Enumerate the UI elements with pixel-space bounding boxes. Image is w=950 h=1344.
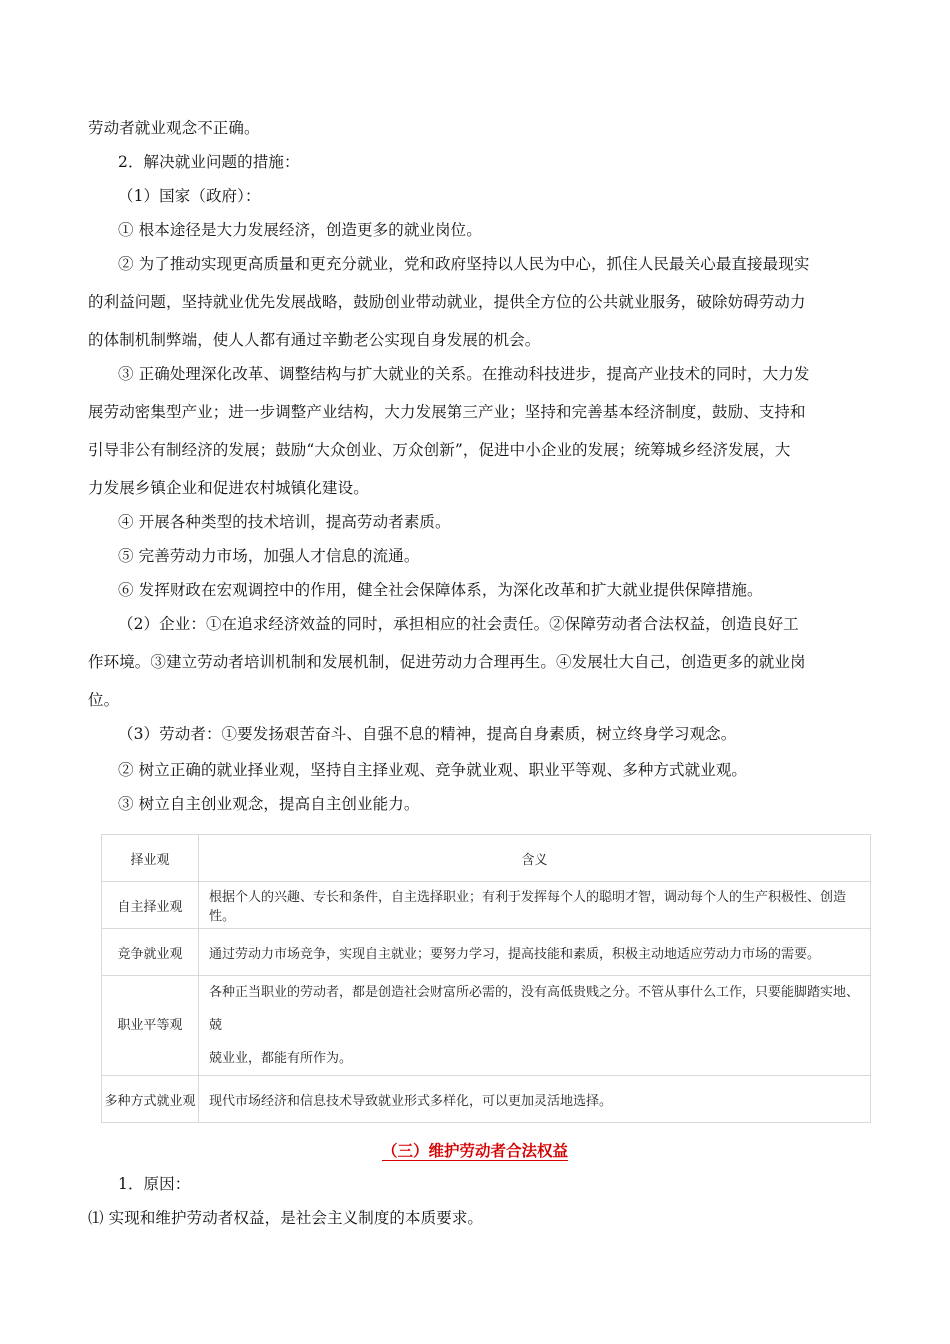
table-header-cell: 含义 — [199, 835, 871, 882]
paragraph-line: 展劳动密集型产业；进一步调整产业结构，大力发展第三产业；坚持和完善基本经济制度，鼓励、支持和 — [88, 403, 806, 421]
paragraph-line: 的利益问题，坚持就业优先发展战略，鼓励创业带动就业，提供全方位的公共就业服务，破除妨碍劳动力 — [88, 293, 806, 311]
paragraph-line: ⑤ 完善劳动力市场，加强人才信息的流通。 — [118, 547, 420, 565]
section-title — [0, 1139, 950, 1161]
paragraph-line: ③ 正确处理深化改革、调整结构与扩大就业的关系。在推动科技进步，提高产业技术的同时，大力发 — [118, 365, 810, 383]
table-cell-view: 职业平等观 — [102, 976, 199, 1076]
paragraph-line: ⑴ 实现和维护劳动者权益，是社会主义制度的本质要求。 — [88, 1209, 484, 1227]
table-cell-meaning-line: 各种正当职业的劳动者，都是创造社会财富所必需的，没有高低贵贱之分。不管从事什么工作，只要能脚踏实地、兢 — [209, 985, 860, 1033]
paragraph-line: ⑥ 发挥财政在宏观调控中的作用，健全社会保障体系，为深化改革和扩大就业提供保障措施。 — [118, 581, 763, 599]
table-cell-meaning — [199, 976, 871, 1076]
paragraph-line: 引导非公有制经济的发展；鼓励“大众创业、万众创新”，促进中小企业的发展；统筹城乡经济发展，大 — [88, 441, 791, 459]
table-row — [102, 882, 871, 929]
table-header-row — [102, 835, 871, 882]
paragraph-line: ② 树立正确的就业择业观，坚持自主择业观、竞争就业观、职业平等观、多种方式就业观。 — [118, 761, 748, 779]
paragraph-line: ③ 树立自主创业观念，提高自主创业能力。 — [118, 795, 420, 813]
table-cell-view: 竞争就业观 — [102, 929, 199, 976]
paragraph-line: 的体制机制弊端，使人人都有通过辛勤老公实现自身发展的机会。 — [88, 331, 541, 349]
paragraph-line: （2）企业：①在追求经济效益的同时，承担相应的社会责任。②保障劳动者合法权益，创造良好工 — [118, 615, 799, 633]
table-cell-meaning-line: 兢业业，都能有所作为。 — [209, 1051, 353, 1066]
table-cell-meaning: 根据个人的兴趣、专长和条件，自主选择职业；有利于发挥每个人的聪明才智，调动每个人的生产积极性、创造性。 — [199, 882, 871, 929]
table-cell-meaning: 通过劳动力市场竞争，实现自主就业；要努力学习，提高技能和素质，积极主动地适应劳动力市场的需要。 — [199, 929, 871, 976]
paragraph-line: 劳动者就业观念不正确。 — [88, 119, 260, 137]
paragraph-line: 力发展乡镇企业和促进农村城镇化建设。 — [88, 479, 369, 497]
section-title-text: （三）维护劳动者合法权益 — [381, 1141, 568, 1160]
paragraph-line: ① 根本途径是大力发展经济，创造更多的就业岗位。 — [118, 221, 482, 239]
paragraph-line: ② 为了推动实现更高质量和更充分就业，党和政府坚持以人民为中心，抓住人民最关心最直接最现实 — [118, 255, 810, 273]
table-row — [102, 976, 871, 1076]
table-row — [102, 1076, 871, 1123]
table-row — [102, 929, 871, 976]
table-cell-meaning: 现代市场经济和信息技术导致就业形式多样化，可以更加灵活地选择。 — [199, 1076, 871, 1123]
employment-views-table — [101, 834, 871, 1123]
table-cell-view: 多种方式就业观 — [102, 1076, 199, 1123]
table-header-cell: 择业观 — [102, 835, 199, 882]
table-cell-view: 自主择业观 — [102, 882, 199, 929]
paragraph-line: 位。 — [88, 691, 120, 709]
numbered-heading: 2．解决就业问题的措施： — [118, 153, 300, 171]
numbered-heading: 1．原因： — [118, 1175, 191, 1193]
subheading-government: （1）国家（政府）： — [118, 187, 261, 205]
paragraph-line: 作环境。③建立劳动者培训机制和发展机制，促进劳动力合理再生。④发展壮大自己，创造更多的就业岗 — [88, 653, 806, 671]
paragraph-line: ④ 开展各种类型的技术培训，提高劳动者素质。 — [118, 513, 451, 531]
paragraph-line: （3）劳动者：①要发扬艰苦奋斗、自强不息的精神，提高自身素质，树立终身学习观念。 — [118, 725, 737, 743]
